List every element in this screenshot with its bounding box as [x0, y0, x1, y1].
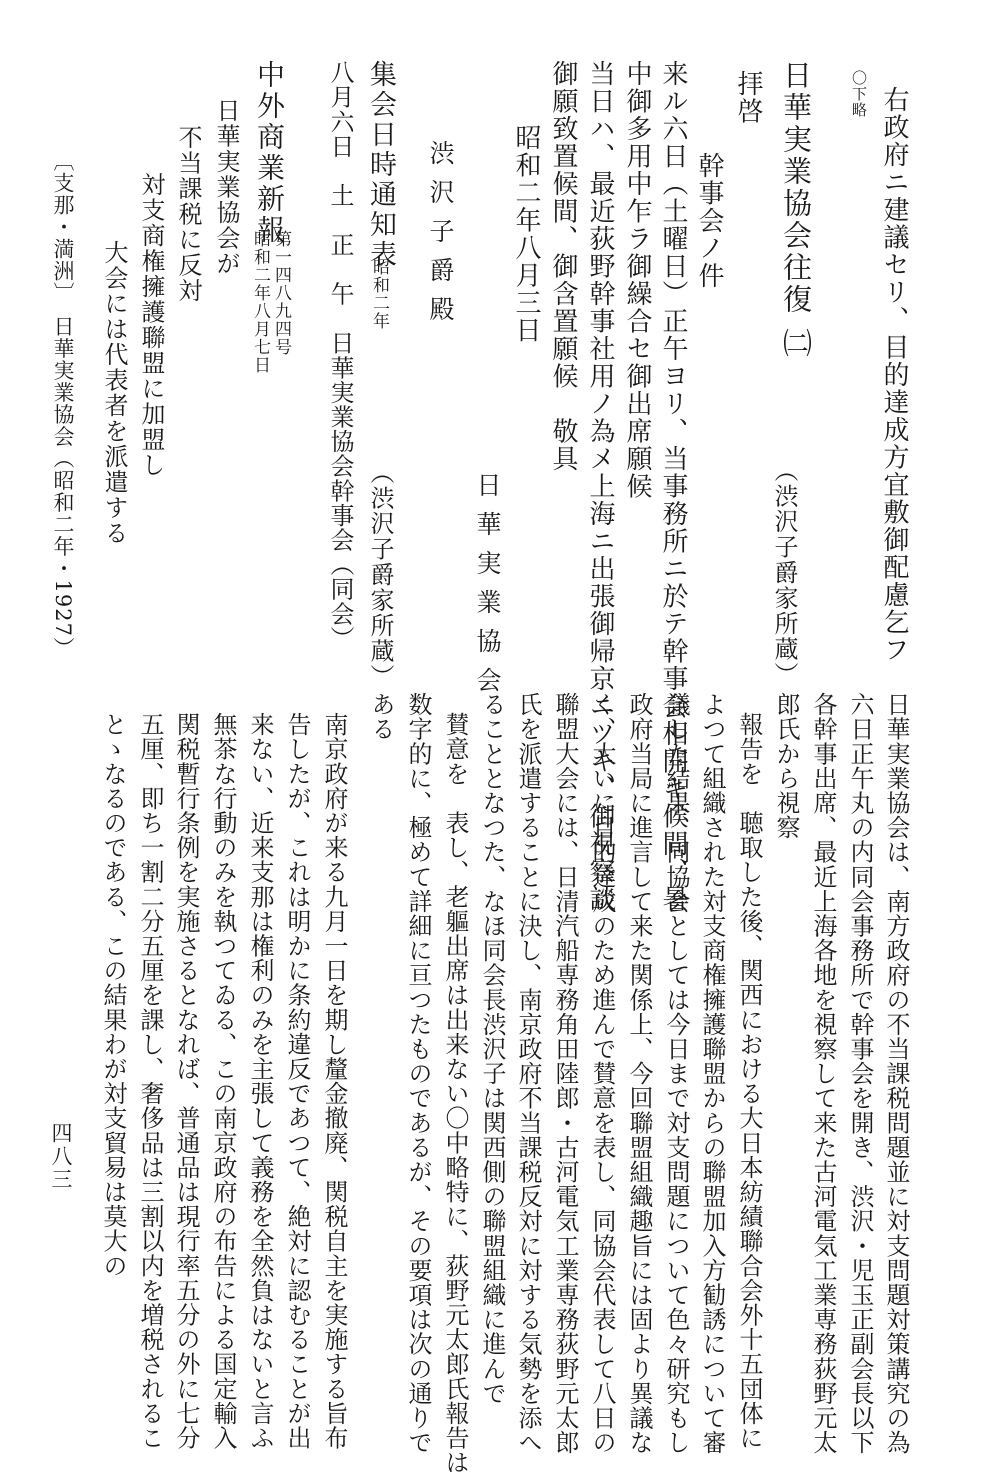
body-line-16: 南京政府が来る九月一日を期し釐金撤廃、関税自主を実施する旨布	[320, 712, 348, 1450]
notice-entry: 八月六日 土 正 午 日華実業協会幹事会（同会）	[326, 60, 354, 651]
page-number: 四八三	[49, 1122, 73, 1191]
omission-mark: 〇下略	[850, 70, 868, 118]
letter-line-4: 御願致置候間、御含置願候 敬具	[548, 60, 578, 473]
body-line-2: 六日正午丸の内同会事務所で幹事会を開き、渋沢・児玉正副会長以下	[846, 692, 874, 1455]
body-line-15: ある	[367, 692, 395, 742]
salutation: 拝啓	[733, 70, 763, 125]
source-note-1: （渋沢子爵家所蔵）	[770, 458, 798, 688]
body-line-9: く、大いに目的達成のため進んで賛意を表し、同協会代表して八日の	[588, 692, 616, 1455]
body-line-22: とゝなるのである、この結果わが対支貿易は莫大の	[99, 712, 127, 1278]
letter-recipient: 渋沢子爵殿	[426, 140, 455, 335]
body-line-6: よつて組織された対支商権擁護聯盟からの聯盟加入方勧誘について審	[698, 692, 726, 1455]
letter-line-1: 来ル六日（土曜日）正午ヨリ、当事務所ニ於テ幹事会相開キ候間、暑	[658, 60, 688, 913]
headline-4: 大会には代表者を派遣する	[100, 240, 128, 546]
body-line-17: 告したが、これは明かに条約違反であつて、絶対に認むることが出	[283, 712, 311, 1450]
section-title: 日華実業協会往復 ㈡	[779, 60, 813, 361]
body-line-7: 議した結果、同協会としては今日まで対支問題について色々研究もし	[662, 692, 690, 1455]
body-line-4: 郎氏から視察	[772, 692, 800, 840]
body-line-10: 聯盟大会には、日清汽船専務角田陸郎・古河電気工業専務荻野元太郎	[551, 692, 579, 1455]
letter-line-2: 中御多用中乍ラ御繰合セ御出席願候	[622, 60, 652, 500]
source-note-2: （渋沢子爵家所蔵）	[366, 460, 394, 690]
body-line-5: 報告を 聴取した後、関西における大日本紡績聯合会外十五団体に	[735, 712, 763, 1450]
proposal-line: 右政府ニ建議セリ、目的達成方宜敷御配慮乞フ	[879, 86, 909, 664]
issue-date: 昭和二年八月七日	[250, 230, 270, 374]
body-line-18: 来ない、近来支那は権利のみを主張して義務を全然負はないと言ふ	[246, 712, 274, 1450]
body-line-13: 賛意を 表し、老軀出席は出来ない〇中略特に、荻野元太郎氏報告は	[441, 712, 469, 1475]
running-footer: 〔支那・満洲〕 日華実業協会（昭和二年・1927）	[51, 150, 75, 659]
newspaper-name: 中外商業新報	[253, 60, 286, 246]
body-line-14: 数字的に、極めて詳細に亘つたものであるが、その要項は次の通りで	[404, 692, 432, 1455]
letter-sender: 日華実業協会	[473, 472, 502, 706]
body-line-21: 五厘、即ち一割二分五厘を課し、奢侈品は三割以内を増税されるこ	[136, 712, 164, 1450]
body-line-1: 日華実業協会は、南方政府の不当課税問題並に対支問題対策講究の為	[882, 692, 910, 1455]
body-line-3: 各幹事出席、最近上海各地を視察して来た古河電気工業専務荻野元太	[809, 692, 837, 1455]
body-line-8: 政府当局に進言して来た関係上、今回聯盟組織趣旨には固より異議な	[625, 692, 653, 1455]
letter-line-3: 当日ハ、最近荻野幹事社用ノ為メ上海ニ出張御帰京ニツキ、御視察談	[585, 60, 615, 913]
body-line-11: 氏を派遣することに決し、南京政府不当課税反対に対する気勢を添へ	[514, 692, 542, 1455]
notice-year: 昭和二年	[369, 258, 389, 330]
body-line-20: 関税暫行条例を実施さるとなれば、普通品は現行率五分の外に七分	[172, 712, 200, 1450]
headline-3: 対支商権擁護聯盟に加盟し	[137, 172, 165, 478]
letter-date: 昭和二年八月三日	[511, 124, 541, 344]
letter-subject: 幹事会ノ件	[694, 152, 724, 290]
headline-2: 不当課税に反対	[174, 125, 202, 304]
issue-number: 第一四八九四号	[271, 230, 291, 356]
body-line-12: ることとなつた、なほ同会長渋沢子は関西側の聯盟組織に進んで	[478, 692, 506, 1406]
notice-title: 集会日時通知表	[365, 60, 396, 270]
headline-1: 日華実業協会が	[212, 98, 240, 277]
body-line-19: 無茶な行動のみを執つてゐる、この南京政府の布告による国定輸入	[209, 712, 237, 1450]
